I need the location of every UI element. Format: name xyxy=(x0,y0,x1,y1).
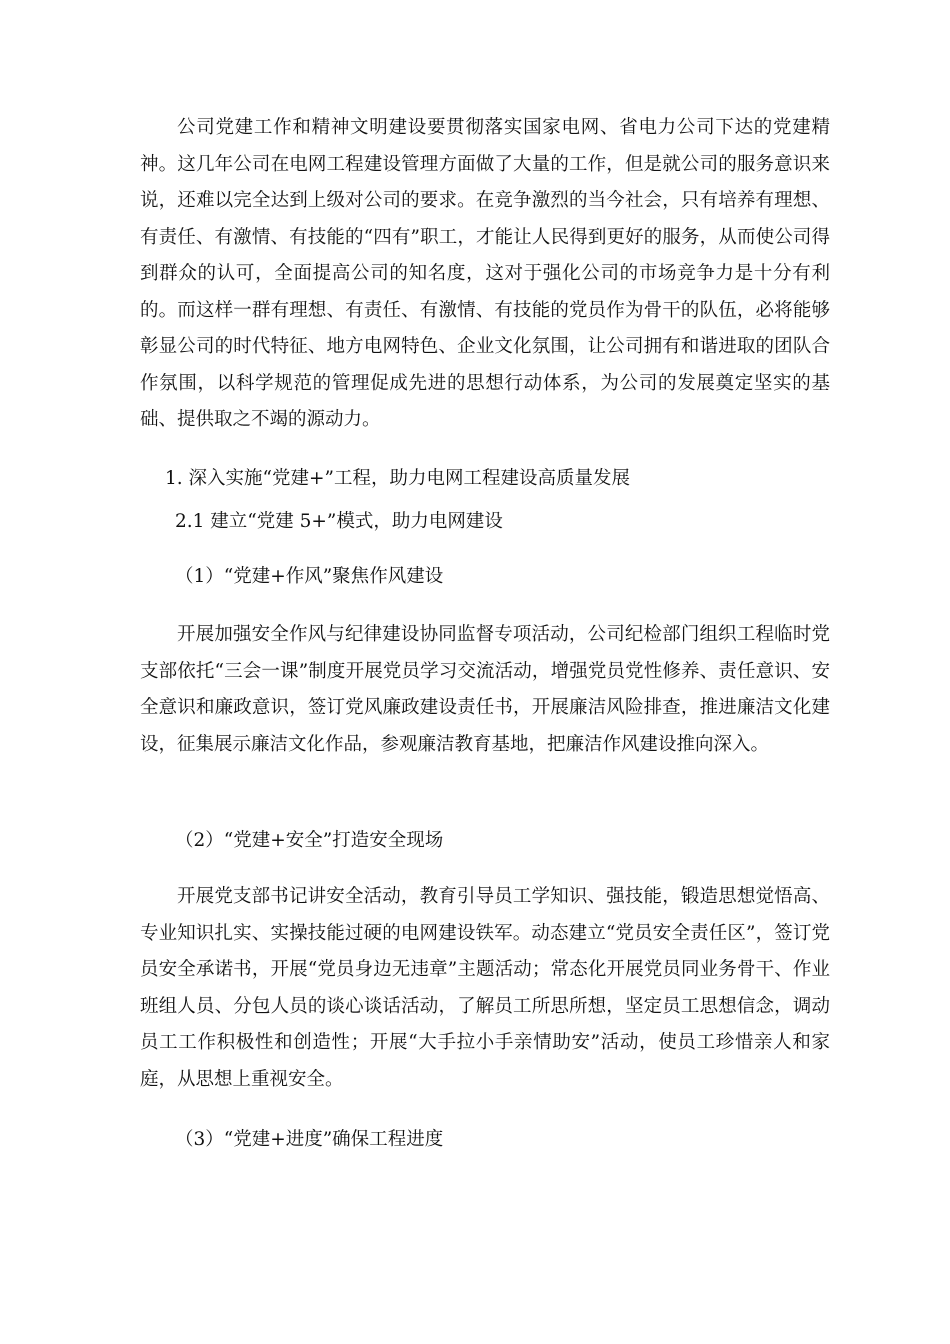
section-2-1-heading: 2.1 建立“党建 5+”模式，助力电网建设 xyxy=(175,511,503,532)
item-2-paragraph: 开展党支部书记讲安全活动，教育引导员工学知识、强技能，锻造思想觉悟高、专业知识扎实、实操技能过硬的电网建设铁军。动态建立“党员安全责任区”，签订党员安全承诺书，开展“党员身边无违章”主题活动；常态化开展党员同业务骨干、作业班组人员、分包人员的谈心谈话活动，了解员工所思所想，坚定员工思想信念，调动员工工作积极性和创造性；开展“大手拉小手亲情助安”活动，使员工珍惜亲人和家庭，从思想上重视安全。 xyxy=(140,886,830,1090)
section-1-heading: 1. 深入实施“党建+”工程，助力电网工程建设高质量发展 xyxy=(165,468,630,489)
item-3-heading: （3）“党建+进度”确保工程进度 xyxy=(175,1129,444,1150)
item-2-heading: （2）“党建+安全”打造安全现场 xyxy=(175,830,444,851)
item-1-heading: （1）“党建+作风”聚焦作风建设 xyxy=(175,566,444,587)
intro-paragraph: 公司党建工作和精神文明建设要贯彻落实国家电网、省电力公司下达的党建精神。这几年公司在电网工程建设管理方面做了大量的工作，但是就公司的服务意识来说，还难以完全达到上级对公司的要求。在竞争激烈的当今社会，只有培养有理想、有责任、有激情、有技能的“四有”职工，才能让人民得到更好的服务，从而使公司得到群众的认可，全面提高公司的知名度，这对于强化公司的市场竞争力是十分有利的。而这样一群有理想、有责任、有激情、有技能的党员作为骨干的队伍，必将能够彰显公司的时代特征、地方电网特色、企业文化氛围，让公司拥有和谐进取的团队合作氛围，以科学规范的管理促成先进的思想行动体系，为公司的发展奠定坚实的基础、提供取之不竭的源动力。 xyxy=(140,117,830,430)
item-1-paragraph: 开展加强安全作风与纪律建设协同监督专项活动，公司纪检部门组织工程临时党支部依托“三会一课”制度开展党员学习交流活动，增强党员党性修养、责任意识、安全意识和廉政意识，签订党风廉政建设责任书，开展廉洁风险排查，推进廉洁文化建设，征集展示廉洁文化作品，参观廉洁教育基地，把廉洁作风建设推向深入。 xyxy=(140,624,830,755)
